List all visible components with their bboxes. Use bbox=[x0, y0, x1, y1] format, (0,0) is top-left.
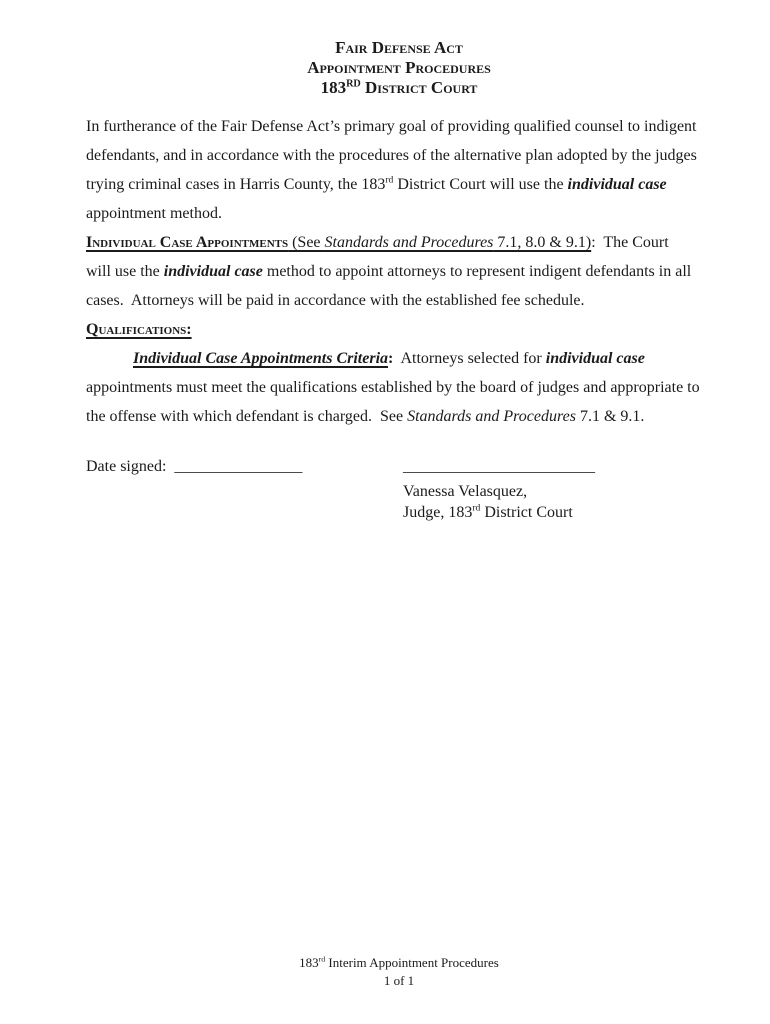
signature-block bbox=[403, 452, 595, 523]
signature-blank-line: ________________________ bbox=[403, 458, 595, 475]
paragraph-line: In furtherance of the Fair Defense Act’s primary goal of providing qualified counsel to indigent bbox=[86, 118, 697, 135]
paragraph-line: defendants, and in accordance with the procedures of the alternative plan adopted by the judges bbox=[86, 147, 697, 164]
paragraph-line: trying criminal cases in Harris County, the 183rd District Court will use the individual case bbox=[86, 174, 667, 193]
signatory-title: Judge, 183rd District Court bbox=[403, 502, 573, 521]
title-line-2: Appointment Procedures bbox=[307, 58, 491, 77]
paragraph-line: appointments must meet the qualifications established by the board of judges and appropriate to bbox=[86, 379, 700, 396]
date-signed-label: Date signed: bbox=[86, 458, 167, 475]
qualifications-heading: Qualifications: bbox=[86, 321, 192, 338]
footer-page-number: 1 of 1 bbox=[383, 973, 415, 988]
paragraph-line: the offense with which defendant is charged. See Standards and Procedures 7.1 & 9.1. bbox=[86, 408, 645, 425]
paragraph-line: will use the individual case method to appoint attorneys to represent indigent defendants in all bbox=[86, 263, 692, 280]
date-signed-row bbox=[86, 452, 302, 481]
date-signed-blank: ________________ bbox=[166, 458, 303, 475]
title-line-3: 183RD District Court bbox=[320, 78, 478, 97]
page-footer bbox=[86, 954, 712, 990]
footer-doc-title: 183rd Interim Appointment Procedures bbox=[299, 954, 499, 970]
document-title bbox=[86, 38, 712, 98]
criteria-heading-line: Individual Case Appointments Criteria: Attorneys selected for individual case bbox=[133, 350, 645, 367]
criteria-paragraph bbox=[86, 344, 726, 431]
intro-paragraph bbox=[86, 112, 726, 228]
paragraph-line: cases. Attorneys will be paid in accordance with the established fee schedule. bbox=[86, 292, 585, 309]
section-heading-line: Individual Case Appointments (See Standards and Procedures 7.1, 8.0 & 9.1): The Court bbox=[86, 234, 669, 251]
paragraph-line: appointment method. bbox=[86, 205, 222, 222]
title-line-1: Fair Defense Act bbox=[335, 38, 463, 57]
signatory-name: Vanessa Velasquez, bbox=[403, 483, 528, 500]
individual-case-appointments-section bbox=[86, 228, 726, 315]
qualifications-section bbox=[86, 315, 726, 344]
